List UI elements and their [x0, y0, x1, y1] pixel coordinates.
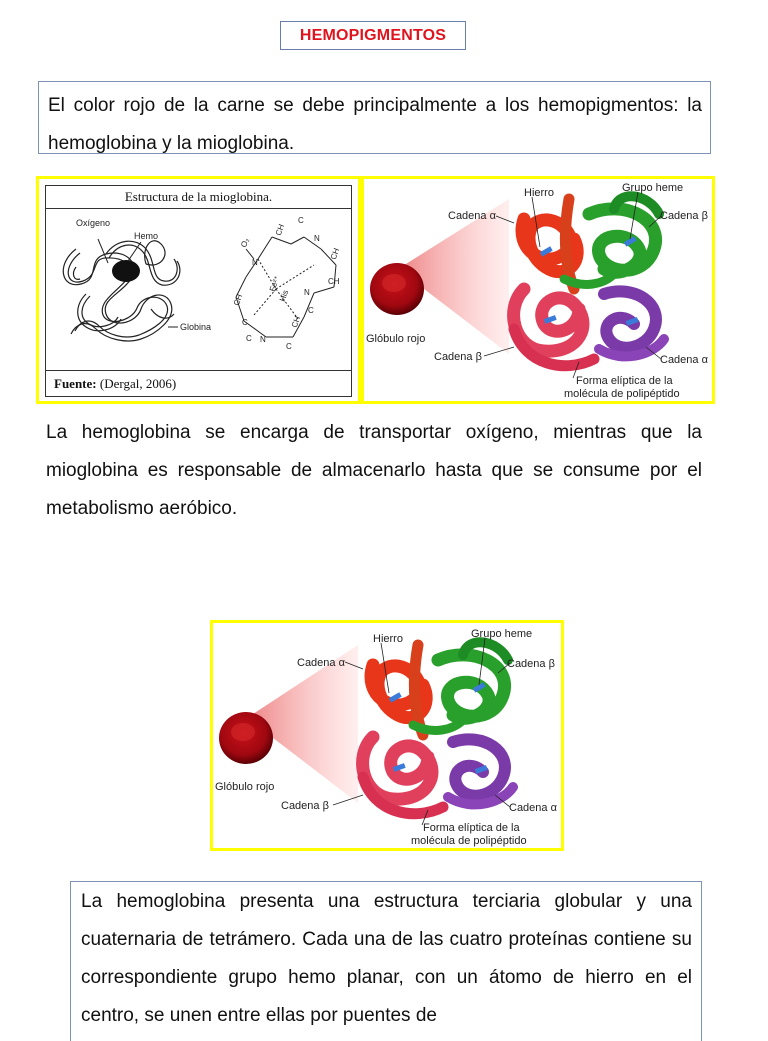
beta-chain-bottom-label: Cadena β — [434, 351, 482, 363]
beta-chain-right-label: Cadena β — [660, 210, 708, 222]
myoglobin-diagram — [46, 209, 351, 373]
oxygen-label: Oxígeno — [76, 218, 111, 228]
myoglobin-figure-source — [46, 370, 351, 396]
chem-ch-a: CH — [273, 222, 287, 237]
alpha-chain-bottom-label: Cadena α — [509, 802, 557, 814]
chem-ch-c: CH — [328, 277, 340, 286]
beta-chain-right-label: Cadena β — [507, 658, 555, 670]
iron-label: Hierro — [524, 187, 554, 199]
alpha-chain-bottom-label: Cadena α — [660, 354, 708, 366]
source-label: Fuente: — [54, 376, 97, 391]
heme-disk-icon — [112, 260, 140, 282]
page-title: HEMOPIGMENTOS — [299, 26, 447, 44]
source-text: (Dergal, 2006) — [99, 376, 177, 391]
chem-c-left: C — [242, 318, 248, 327]
chem-n-right: N — [304, 288, 310, 297]
myoglobin-figure-frame — [45, 185, 352, 397]
chem-n-a: N — [314, 234, 320, 243]
his-label: His — [277, 288, 291, 303]
alpha-chain-left-label: Cadena α — [297, 657, 345, 669]
chem-c-top: C — [298, 216, 304, 225]
beta-chain-bottom-label: Cadena β — [281, 800, 329, 812]
myoglobin-figure-title: Estructura de la mioglobina. — [46, 186, 351, 209]
structure-text-box: La hemoglobina presenta una estructura terciaria globular y una cuaternaria de tetrámero. Cada una de las cuatro proteínas contiene su correspondiente grupo hemo planar, con un átomo de hierro en el centro, se unen entre ellas por puentes de — [70, 881, 702, 1041]
chem-c-bottom-r: C — [286, 342, 292, 351]
fe-label: Fe²⁺ — [267, 274, 282, 293]
chem-n-bottom: N — [260, 335, 266, 344]
heme-chemical-structure — [236, 237, 336, 337]
chem-c-bottom-l: C — [246, 334, 252, 343]
shape-label-line2: molécula de polipéptido — [411, 835, 527, 847]
iron-label: Hierro — [373, 633, 403, 645]
shape-label-line1: Forma elíptica de la — [423, 822, 520, 834]
hemoglobin-illustration-center — [213, 623, 561, 848]
red-cell-label: Glóbulo rojo — [366, 333, 426, 345]
alpha-chain-left-label: Cadena α — [448, 210, 496, 222]
o2-label: O₂ — [239, 236, 251, 249]
page-title-box — [280, 21, 466, 50]
heme-group-label: Grupo heme — [622, 182, 684, 194]
chem-ch-left: CH — [231, 292, 245, 307]
shape-label-line1: Forma elíptica de la — [576, 375, 673, 387]
transport-paragraph: La hemoglobina se encarga de transportar oxígeno, mientras que la mioglobina es responsable de almacenarlo hasta que se consume por el metabolismo aeróbico. — [46, 422, 702, 519]
intro-text-box: El color rojo de la carne se debe principalmente a los hemopigmentos: la hemoglobina y la mioglobina. — [38, 81, 711, 154]
chem-c-right: C — [308, 306, 314, 315]
chem-n-left: N — [252, 258, 258, 267]
globin-ribbon-drawing — [63, 241, 180, 341]
shape-label-line2: molécula de polipéptido — [564, 388, 680, 400]
hemoglobin-illustration-top — [364, 179, 712, 401]
globin-label: Globina — [180, 322, 212, 332]
heme-group-label: Grupo heme — [471, 628, 533, 640]
chem-ch-bottom: CH — [289, 314, 303, 329]
myoglobin-figure — [36, 176, 361, 404]
hemoglobin-figure-top — [361, 176, 715, 404]
red-cell-label: Glóbulo rojo — [215, 781, 275, 793]
hemoglobin-figure-center — [210, 620, 564, 851]
heme-label: Hemo — [134, 231, 159, 241]
chem-ch-b: CH — [328, 246, 342, 261]
